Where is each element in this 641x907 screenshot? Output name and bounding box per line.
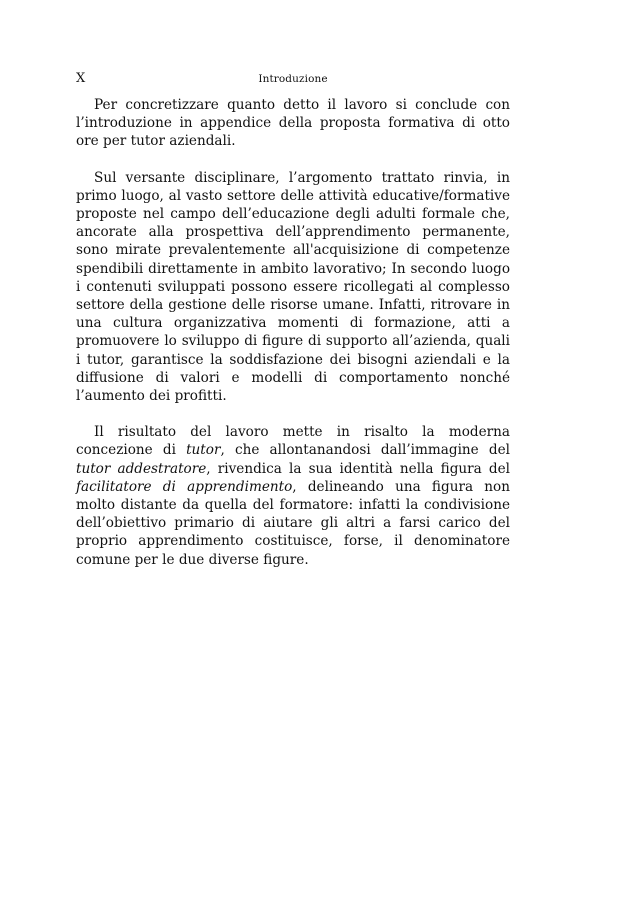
paragraph-1: [76, 96, 510, 151]
section-title: Introduzione: [258, 73, 328, 85]
paragraph-3-text-3: , rivendica la sua identità nella figura del: [206, 460, 511, 477]
italic-term-tutor: tutor: [186, 442, 221, 459]
paragraph-2: [76, 169, 510, 406]
paragraph-1-text: Per concretizzare quanto detto il lavoro si conclude con l’introduzione in appendice della proposta formativa di otto ore per tutor aziendali.: [76, 97, 510, 150]
body-text: [76, 96, 510, 587]
running-header: [76, 71, 510, 87]
paragraph-3: [76, 423, 510, 569]
italic-term-facilitatore: facilitatore di apprendimento: [76, 478, 293, 495]
italic-term-tutor-addestratore: tutor addestratore: [76, 460, 207, 477]
page-number: X: [76, 71, 86, 86]
paragraph-3-text-1: Il risultato del lavoro mette in risalto la moderna concezione di: [76, 424, 510, 459]
paragraph-2-text: Sul versante disciplinare, l’argomento trattato rinvia, in primo luogo, al vasto settore delle attività educative/formative proposte nel campo dell’educazione degli adulti formale che, ancorate alla prospettiva dell’apprendimento permanente, sono mirate prevalentemente all'acquisizione di competenze spendibili direttamente in ambito lavorativo; In secondo luogo i contenuti sviluppati possono essere ricollegati al complesso settore della gestione delle risorse umane. Infatti, ritrovare in una cultura organizzativa momenti di formazione, atti a promuovere lo sviluppo di figure di supporto all’azienda, quali i tutor, garantisce la soddisfazione dei bisogni aziendali e la diffusione di valori e modelli di comportamento nonché l’aumento dei profitti.: [76, 169, 510, 405]
paragraph-3-text-2: , che allontanandosi dall’immagine del: [220, 442, 510, 459]
paragraph-3-text-4: , delineando una figura non molto distante da quella del formatore: infatti la condivisione dell’obiettivo primario di aiutare gli altri a farsi carico del proprio apprendimento costituisce, forse, il denominatore comune per le due diverse figure.: [76, 478, 510, 568]
